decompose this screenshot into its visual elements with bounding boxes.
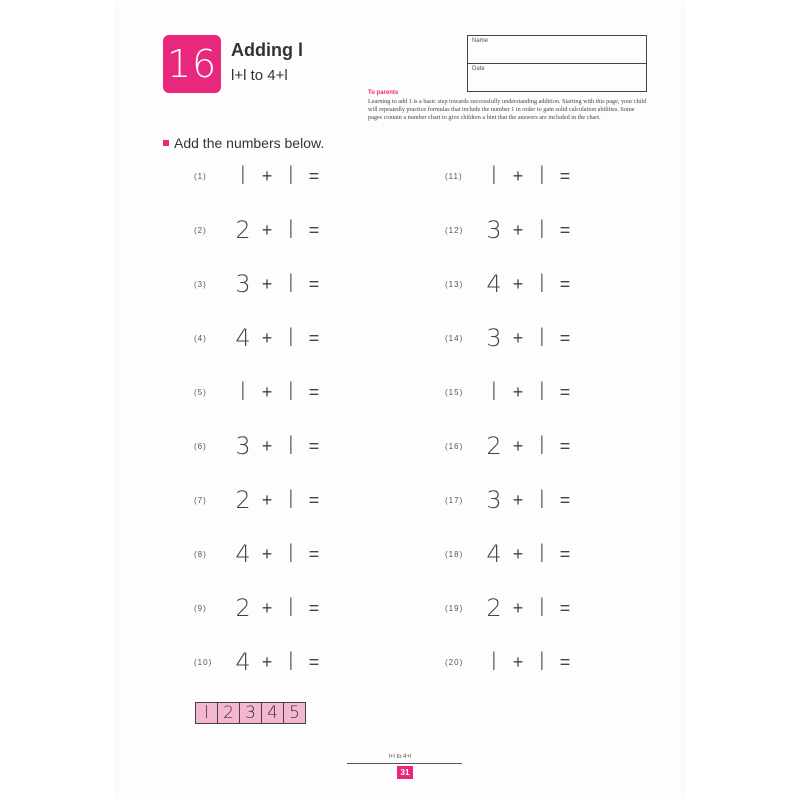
operand-b: l — [538, 540, 546, 568]
equals-sign: = — [559, 543, 571, 564]
answer-space[interactable] — [328, 325, 368, 351]
equals-sign: = — [559, 273, 571, 294]
problem-13 — [445, 269, 619, 299]
plus-sign: + — [261, 597, 273, 618]
operand-b: l — [538, 270, 546, 298]
bullet-square-icon — [163, 140, 169, 146]
date-label: Date — [472, 66, 485, 72]
problem-number: (15) — [445, 387, 464, 397]
number-chart — [195, 702, 306, 724]
answer-space[interactable] — [579, 487, 619, 513]
problem-number: (19) — [445, 603, 464, 613]
problem-number: (4) — [194, 333, 207, 343]
problem-number: (12) — [445, 225, 464, 235]
page-title: Adding l — [231, 40, 303, 60]
problem-number: (3) — [194, 279, 207, 289]
lesson-number-badge: 16 — [163, 35, 221, 93]
operand-a: 3 — [235, 270, 251, 298]
operand-a: l — [490, 162, 498, 190]
answer-space[interactable] — [328, 217, 368, 243]
problem-number: (7) — [194, 495, 207, 505]
instruction — [163, 135, 324, 151]
instruction-text: Add the numbers below. — [174, 135, 325, 151]
operand-a: 4 — [235, 648, 251, 676]
operand-b: l — [287, 432, 295, 460]
plus-sign: + — [512, 543, 524, 564]
problem-4 — [194, 323, 368, 353]
plus-sign: + — [512, 165, 524, 186]
problem-number: (14) — [445, 333, 464, 343]
plus-sign: + — [512, 219, 524, 240]
equals-sign: = — [559, 219, 571, 240]
problem-number: (10) — [194, 657, 213, 667]
operand-a: 2 — [235, 486, 251, 514]
answer-space[interactable] — [328, 379, 368, 405]
answer-space[interactable] — [579, 217, 619, 243]
operand-b: l — [287, 378, 295, 406]
number-chart-cell: 4 — [262, 703, 284, 723]
date-field[interactable] — [468, 64, 646, 92]
operand-a: 2 — [486, 594, 502, 622]
problem-1 — [194, 161, 368, 191]
operand-b: l — [287, 324, 295, 352]
problem-number: (20) — [445, 657, 464, 667]
operand-b: l — [287, 648, 295, 676]
equals-sign: = — [559, 327, 571, 348]
problem-9 — [194, 593, 368, 623]
operand-b: l — [287, 540, 295, 568]
operand-a: 2 — [235, 216, 251, 244]
problem-15 — [445, 377, 619, 407]
equals-sign: = — [559, 165, 571, 186]
operand-b: l — [538, 486, 546, 514]
operand-b: l — [538, 594, 546, 622]
name-field[interactable] — [468, 36, 646, 64]
problem-14 — [445, 323, 619, 353]
answer-space[interactable] — [328, 595, 368, 621]
answer-space[interactable] — [328, 487, 368, 513]
problem-3 — [194, 269, 368, 299]
equals-sign: = — [308, 597, 320, 618]
problem-12 — [445, 215, 619, 245]
problem-6 — [194, 431, 368, 461]
equals-sign: = — [308, 435, 320, 456]
operand-b: l — [287, 162, 295, 190]
equals-sign: = — [308, 543, 320, 564]
answer-space[interactable] — [579, 325, 619, 351]
operand-a: 3 — [486, 324, 502, 352]
problem-11 — [445, 161, 619, 191]
answer-space[interactable] — [328, 433, 368, 459]
problem-number: (2) — [194, 225, 207, 235]
operand-a: 4 — [235, 540, 251, 568]
operand-a: 3 — [235, 432, 251, 460]
plus-sign: + — [261, 543, 273, 564]
operand-a: l — [239, 378, 247, 406]
equals-sign: = — [308, 327, 320, 348]
operand-a: 2 — [486, 432, 502, 460]
operand-a: 4 — [486, 540, 502, 568]
operand-a: 3 — [486, 486, 502, 514]
equals-sign: = — [308, 489, 320, 510]
answer-space[interactable] — [579, 433, 619, 459]
operand-a: l — [490, 648, 498, 676]
number-chart-cell: l — [196, 703, 218, 723]
plus-sign: + — [261, 273, 273, 294]
number-chart-cell: 2 — [218, 703, 240, 723]
answer-space[interactable] — [579, 271, 619, 297]
problem-10 — [194, 647, 368, 677]
plus-sign: + — [512, 597, 524, 618]
problem-number: (16) — [445, 441, 464, 451]
plus-sign: + — [512, 435, 524, 456]
problem-19 — [445, 593, 619, 623]
problem-5 — [194, 377, 368, 407]
equals-sign: = — [559, 651, 571, 672]
problem-2 — [194, 215, 368, 245]
operand-a: 2 — [235, 594, 251, 622]
problem-20 — [445, 647, 619, 677]
problem-8 — [194, 539, 368, 569]
footer-divider — [347, 763, 462, 764]
page-subtitle: l+l to 4+l — [231, 67, 288, 84]
equals-sign: = — [308, 381, 320, 402]
equals-sign: = — [308, 165, 320, 186]
problem-number: (11) — [445, 171, 463, 181]
problem-number: (9) — [194, 603, 207, 613]
plus-sign: + — [261, 165, 273, 186]
footer-label: l+l to 4+l — [388, 754, 412, 760]
plus-sign: + — [512, 327, 524, 348]
plus-sign: + — [512, 489, 524, 510]
plus-sign: + — [261, 489, 273, 510]
answer-space[interactable] — [579, 379, 619, 405]
problem-number: (17) — [445, 495, 464, 505]
problem-18 — [445, 539, 619, 569]
number-chart-cell: 3 — [240, 703, 262, 723]
answer-space[interactable] — [579, 163, 619, 189]
operand-b: l — [538, 648, 546, 676]
equals-sign: = — [559, 435, 571, 456]
plus-sign: + — [512, 651, 524, 672]
problem-number: (13) — [445, 279, 464, 289]
equals-sign: = — [308, 651, 320, 672]
plus-sign: + — [512, 381, 524, 402]
plus-sign: + — [261, 327, 273, 348]
operand-a: l — [239, 162, 247, 190]
operand-b: l — [287, 594, 295, 622]
problem-17 — [445, 485, 619, 515]
equals-sign: = — [559, 597, 571, 618]
operand-b: l — [538, 162, 546, 190]
answer-space[interactable] — [579, 649, 619, 675]
operand-a: 4 — [486, 270, 502, 298]
answer-space[interactable] — [579, 541, 619, 567]
answer-space[interactable] — [328, 649, 368, 675]
answer-space[interactable] — [328, 271, 368, 297]
problem-number: (8) — [194, 549, 207, 559]
number-chart-cell: 5 — [284, 703, 305, 723]
problem-7 — [194, 485, 368, 515]
problem-16 — [445, 431, 619, 461]
operand-b: l — [538, 432, 546, 460]
operand-b: l — [287, 216, 295, 244]
problem-number: (18) — [445, 549, 464, 559]
plus-sign: + — [512, 273, 524, 294]
equals-sign: = — [308, 273, 320, 294]
problem-number: (1) — [194, 171, 207, 181]
plus-sign: + — [261, 219, 273, 240]
operand-b: l — [287, 270, 295, 298]
operand-a: 3 — [486, 216, 502, 244]
name-date-box — [467, 35, 647, 92]
operand-b: l — [538, 324, 546, 352]
operand-b: l — [538, 378, 546, 406]
operand-b: l — [287, 486, 295, 514]
plus-sign: + — [261, 651, 273, 672]
page-number: 31 — [397, 766, 413, 779]
plus-sign: + — [261, 435, 273, 456]
answer-space[interactable] — [328, 163, 368, 189]
problem-number: (5) — [194, 387, 207, 397]
problem-number: (6) — [194, 441, 207, 451]
name-label: Name — [472, 38, 489, 44]
parents-note: Learning to add 1 is a basic step towards successfully understanding addition. Starting with this page, your child will repeatedly practice formulas that include the number 1 in order to gain solid calculation abilities. Some pages contain a number chart to give children a hint that the answers are included in the chart. — [368, 98, 647, 121]
operand-a: l — [490, 378, 498, 406]
answer-space[interactable] — [579, 595, 619, 621]
parents-heading: To parents — [368, 90, 399, 96]
equals-sign: = — [308, 219, 320, 240]
equals-sign: = — [559, 489, 571, 510]
plus-sign: + — [261, 381, 273, 402]
answer-space[interactable] — [328, 541, 368, 567]
operand-b: l — [538, 216, 546, 244]
equals-sign: = — [559, 381, 571, 402]
operand-a: 4 — [235, 324, 251, 352]
